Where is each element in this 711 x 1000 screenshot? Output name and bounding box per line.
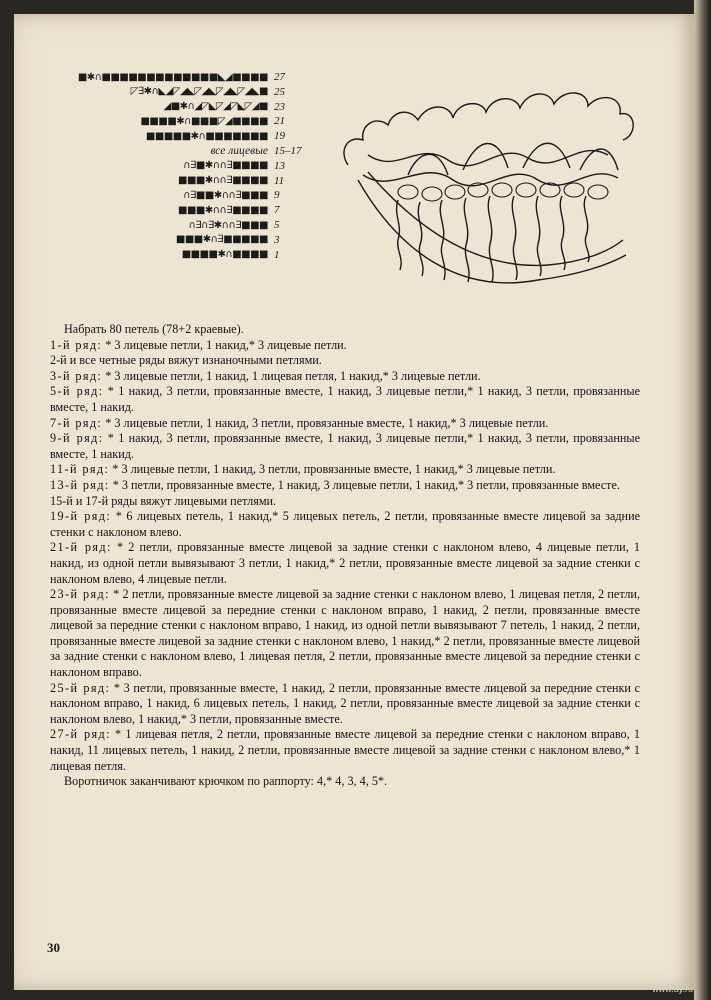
instruction-line (50, 338, 640, 354)
row-label: 7-й ряд: (50, 415, 103, 430)
chart-row-number: 15–17 (274, 145, 302, 157)
row-text: * 6 лицевых петель, 1 накид,* 5 лицевых петель, 2 петли, провязанные вместе лицевой за задние стенки с наклоном влево. (50, 509, 640, 539)
row-text: * 3 лицевые петли, 1 накид,* 3 лицевые петли. (102, 337, 347, 352)
row-label: 27-й ряд: (50, 727, 111, 742)
chart-row-number: 13 (274, 159, 285, 172)
knitting-chart (64, 70, 304, 265)
instruction-line (50, 727, 640, 774)
chart-row (140, 114, 304, 128)
collar-loops (398, 183, 608, 201)
chart-row-symbols: ◢■✱∩◢◸◣◸◢◸◣◸◢■ (163, 101, 268, 113)
chart-row (164, 100, 305, 114)
chart-row-symbols: ■■■■✱∩■■■■ (181, 249, 268, 261)
row-text: * 2 петли, провязанные вместе лицевой за задние стенки с наклоном влево, 1 лицевая петля, 2 петли, провязанные вместе лицевой за передние стенки с наклоном вправо, 1 накид, 2 петли, провязанные вместе лицевой за передние стенки с наклоном вправо, 1 накид, из одной петли вывязывают 7 петель, 1 накид, 2 петли, провязанные вместе лицевой за задние стенки с наклоном влево, 1 накид,* 2 петли, провязанные вместе лицевой за задние стенки с наклоном влево, 1 лицевая петля, 2 петли, провязанные вместе лицевой за передние стенки с наклоном вправо. (50, 587, 641, 680)
row-label: 3-й ряд: (50, 368, 103, 383)
chart-row-symbols: ■✱∩■■■■■■■■■■■■■◣◢■■■■ (77, 71, 268, 83)
chart-row-number: 25 (274, 85, 285, 98)
outro-paragraph: Воротничок заканчивают крючком по раппорту: 4,* 4, 3, 4, 5*. (64, 774, 388, 789)
chart-row (178, 203, 304, 217)
chart-row-text: все лицевые (210, 145, 268, 157)
chart-row-symbols: ■■■■✱∩■■■◸◢■■■■ (140, 115, 268, 127)
collar-arch-4 (580, 149, 618, 170)
collar-ribs (397, 196, 589, 282)
chart-row-symbols: ◸∃✱∩◣◢◸◢◣◸◢◣◸◢◣◸◢◣■ (130, 86, 268, 98)
row-label: 21-й ряд: (50, 540, 112, 555)
chart-row-number: 1 (274, 248, 280, 261)
chart-row-symbols: ■■■✱∩∩∃■■■■ (178, 204, 268, 216)
instruction-line (50, 494, 640, 510)
knitting-instructions (50, 322, 640, 790)
collar-arch-3 (523, 143, 570, 168)
chart-row-number: 5 (274, 219, 280, 231)
row-text: * 3 лицевые петли, 1 накид, 3 петли, провязанные вместе, 1 накид,* 3 лицевые петли. (109, 462, 556, 477)
chart-row (131, 85, 304, 99)
instruction-line (50, 540, 640, 587)
chart-row-symbols: ■■■✱∩∩∃■■■■ (178, 175, 268, 187)
row-label: 19-й ряд: (50, 509, 112, 524)
row-text: * 3 петли, провязанные вместе, 1 накид, 2 петли, провязанные вместе лицевой за передние стенки с наклоном вправо, 1 накид, 6 лицевых петель, 1 накид, 2 петли, провязанные вместе лицевой за задние стенки с наклоном влево, 1 накид,* 3 петли, провязанные вместе. (50, 680, 640, 726)
instruction-line (50, 509, 640, 540)
row-text: * 3 петли, провязанные вместе, 1 накид, 3 лицевые петли, 1 накид,* 3 петли, провязанные вместе. (109, 477, 620, 492)
row-text: * 1 накид, 3 петли, провязанные вместе, 1 накид, 3 лицевые петли,* 1 накид, 3 петли, провязанные вместе, 1 накид. (50, 431, 640, 461)
row-label: 13-й ряд: (50, 477, 110, 492)
collar-inner-band (368, 172, 623, 265)
page-number: 30 (47, 940, 60, 955)
chart-row-number: 11 (274, 174, 285, 187)
collar-arch-1 (408, 154, 448, 175)
chart-row-number: 23 (274, 100, 285, 113)
chart-row-symbols: ∩∃∩∃✱∩∩∃■■■ (188, 219, 268, 231)
instruction-line (50, 384, 640, 415)
instruction-line (50, 587, 640, 681)
row-text: * 1 накид, 3 петли, провязанные вместе, 1 накид, 3 лицевые петли,* 1 накид, 3 петли, провязанные вместе, 1 накид. (50, 384, 640, 414)
row-label: 25-й ряд: (50, 680, 111, 695)
chart-row (178, 174, 304, 188)
watermark: www.ay.ru (652, 984, 693, 994)
row-instructions (50, 338, 640, 775)
chart-row-number: 21 (274, 115, 285, 128)
chart-row-symbols: ∩∃■■✱∩∩∃■■■ (183, 189, 268, 201)
chart-row-symbols: ■■■✱∩∃■■■■■ (175, 234, 268, 246)
row-text: 2-й и все четные ряды вяжут изнаночными петлями. (50, 353, 322, 368)
intro-paragraph: Набрать 80 петель (78+2 краевые). (64, 322, 244, 336)
chart-row-number: 3 (274, 233, 280, 246)
chart-row (210, 144, 304, 158)
instruction-line (50, 369, 640, 385)
row-label: 11-й ряд: (50, 462, 110, 477)
row-text: * 3 лицевые петли, 1 накид, 3 петли, провязанные вместе, 1 накид,* 3 лицевые петли. (102, 415, 549, 430)
row-label: 5-й ряд: (50, 384, 104, 399)
instruction-line (50, 462, 640, 478)
chart-row (182, 248, 304, 262)
chart-row (176, 233, 304, 247)
row-label: 9-й ряд: (50, 431, 104, 446)
instruction-line (50, 681, 640, 728)
row-label: 1-й ряд: (50, 337, 103, 352)
chart-row (189, 218, 304, 232)
chart-row (146, 129, 304, 143)
chart-row-number: 19 (274, 130, 285, 143)
chart-row-number: 7 (274, 204, 280, 217)
chart-row (78, 70, 304, 84)
collar-mesh-1 (368, 151, 608, 166)
chart-row (183, 188, 304, 202)
chart-row-number: 27 (274, 71, 285, 83)
instruction-line (50, 353, 640, 369)
collar-illustration (338, 80, 638, 295)
instruction-line (50, 478, 640, 494)
instruction-line (50, 431, 640, 462)
chart-row-symbols: ∩∃■✱∩∩∃■■■■ (183, 160, 268, 172)
chart-row-symbols: ■■■■■✱∩■■■■■■■ (145, 130, 268, 142)
chart-row (183, 159, 304, 173)
instruction-line (50, 416, 640, 432)
row-label: 23-й ряд: (50, 587, 110, 602)
row-text: * 2 петли, провязанные вместе лицевой за задние стенки с наклоном влево, 4 лицевые петли, 1 накид, из одной петли вывязывают 3 петли, 1 накид,* 2 петли, провязанные вместе лицевой за задние стенки с наклоном влево, 4 лицевые петли. (50, 540, 640, 586)
row-text: * 3 лицевые петли, 1 накид, 1 лицевая петля, 1 накид,* 3 лицевые петли. (102, 368, 481, 383)
chart-row-number: 9 (274, 189, 280, 202)
page-edge (694, 0, 711, 1000)
row-text: 15-й и 17-й ряды вяжут лицевыми петлями. (50, 493, 277, 508)
row-text: * 1 лицевая петля, 2 петли, провязанные вместе лицевой за передние стенки с наклоном вправо, 1 накид, 11 лицевых петель, 1 накид, 2 петли, провязанные вместе лицевой за задние стенки с наклоном влево,* 1 лицевая петля. (50, 727, 640, 773)
